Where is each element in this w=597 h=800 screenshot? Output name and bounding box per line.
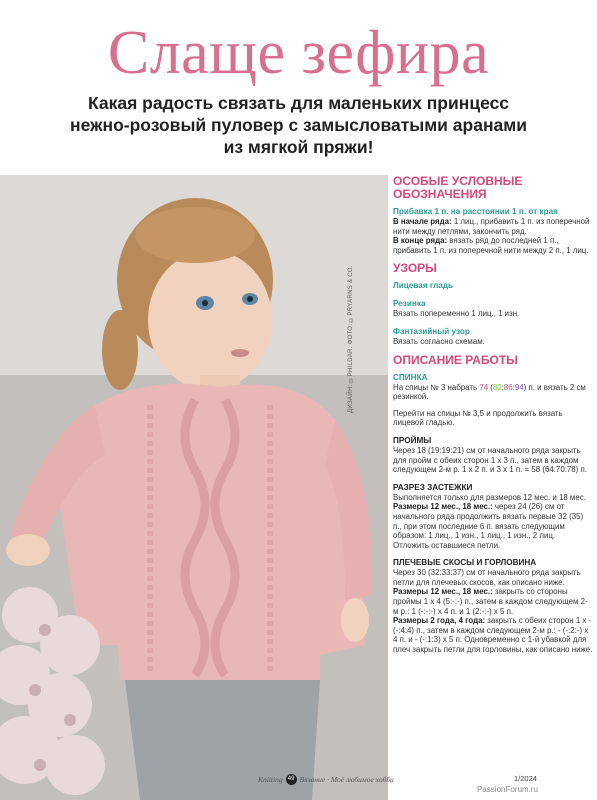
row-end-text xyxy=(393,236,593,255)
child-in-sweater-illustration xyxy=(0,175,388,800)
shoulders-text: Через 30 (32:33:37) см от начального ряда закрыть петли для плечевых скосов, как описано ниже. xyxy=(393,568,581,587)
heading-line: ОБОЗНАЧЕНИЯ xyxy=(393,187,487,201)
page-number: 49 xyxy=(286,774,297,785)
back-size-3: 86 xyxy=(503,382,513,392)
back-text: На спицы № 3 набрать 74 (80:86:94) п. и вязать 2 см резинкой. xyxy=(393,382,586,402)
work-description-heading: ОПИСАНИЕ РАБОТЫ xyxy=(393,352,518,367)
back-text-b: ) п. и вязать 2 см резинкой. xyxy=(393,382,586,402)
issue-number: 1/2024 xyxy=(514,774,537,783)
slit-label: Размеры 12 мес., 18 мес.: xyxy=(393,502,493,512)
shoulders-label-1: Размеры 12 мес., 18 мес.: xyxy=(393,587,493,597)
subtitle-line: Какая радость связать для маленьких принцесс xyxy=(87,93,510,113)
row-end-label: В конце ряда: xyxy=(393,236,448,246)
back-size-1: 74 xyxy=(479,382,489,392)
subtitle-line: нежно-розовый пуловер с замысловатыми аранами xyxy=(70,115,527,135)
pattern-rib-text: Вязать попеременно 1 лиц., 1 изн. xyxy=(393,309,520,319)
site-watermark: PassionForum.ru xyxy=(477,785,538,794)
pattern-fancy-title: Фантазийный узор xyxy=(393,326,470,336)
heading-line: ОСОБЫЕ УСЛОВНЫЕ xyxy=(393,175,523,188)
shoulders-body-1: закрыть со стороны проймы 1 х 4 (5:-:-) п., затем в каждом следующем 2-м р.: 1 (-:-:-) х 4 п. и 1 (2:-:-) х 5 п. xyxy=(393,587,588,616)
armholes-title: ПРОЙМЫ xyxy=(393,435,432,445)
special-notations-heading xyxy=(393,175,593,201)
row-start-body: 1 лиц., прибавить 1 п. из поперечной нити между петлями, закончить ряд. xyxy=(393,217,590,236)
row-start-label: В начале ряда: xyxy=(393,217,452,226)
back-text-continue: Перейти на спицы № 3,5 и продолжить вязать лицевой гладью. xyxy=(393,408,563,428)
instructions-column xyxy=(393,175,593,770)
shoulders-sizes-2 xyxy=(393,616,593,654)
back-text-a: На спицы № 3 набрать xyxy=(393,382,480,392)
shoulders-title: ПЛЕЧЕВЫЕ СКОСЫ И ГОРЛОВИНА xyxy=(393,558,537,568)
article-subtitle xyxy=(30,92,567,158)
article-title: Слаще зефира xyxy=(107,19,490,87)
slit-title: РАЗРЕЗ ЗАСТЕЖКИ xyxy=(393,482,473,492)
footer-magazine: Вязание · Моё любимое хобби xyxy=(299,774,394,784)
pattern-rib-title: Резинка xyxy=(393,299,426,309)
shoulders-label-2: Размеры 2 года, 4 года: xyxy=(393,616,486,626)
patterns-heading: УЗОРЫ xyxy=(393,261,437,276)
back-title: СПИНКА xyxy=(393,372,428,382)
subtitle-line: из мягкой пряжи! xyxy=(223,137,374,157)
footer-brand: Knitting xyxy=(258,774,283,784)
slit-text-1: Выполняется только для размеров 12 мес. и 18 мес. xyxy=(393,492,586,502)
back-size-4: 94 xyxy=(514,382,524,392)
pattern-fancy-text: Вязать согласно схемам. xyxy=(393,336,485,346)
slit-body: через 24 (26) см от начального ряда продолжить вязать первые 32 (35) п., при этом последние 6 п. вязать следующим образом: 1 лиц., 1 изн., 1 лиц., 1 изн., 2 лиц. Отложить оставшиеся петли. xyxy=(393,502,584,550)
row-start-text xyxy=(393,217,593,236)
shoulders-body-2: закрыть с обеих сторон 1 х - (-:4:4) п., затем в каждом следующем 2-м р.: - (-:2:-) х 4 п. и - (-:1:3) х 5 п. Одновременно с 1-й убавкой для плеч закрыть петли для горловины, как описано ниже. xyxy=(393,616,593,655)
increase-subheading: Прибавка 1 п. на расстоянии 1 п. от края xyxy=(393,207,558,216)
photo-credit: ДИЗАЙН: ©PHILDAR. ФОТО: ©PRYARNS & CO. xyxy=(348,265,354,413)
page-footer xyxy=(258,772,394,786)
slit-text-2 xyxy=(393,502,593,550)
row-end-body: вязать ряд до последней 1 п., прибавить 1 п. из поперечной нити между 2 п., 1 лиц. xyxy=(393,236,589,255)
back-size-2: 80 xyxy=(492,382,502,392)
armholes-text: Через 18 (19:19:21) см от начального ряда закрыть для пройм с обеих сторон 1 х 3 п., затем в каждом следующем 2-м р. 1 х 2 п. и 3 х 1 п. = 58 (64:70:78) п. xyxy=(393,445,587,475)
pattern-stockinette-title: Лицевая гладь xyxy=(393,281,454,291)
shoulders-sizes-1 xyxy=(393,587,593,616)
sweater-photo xyxy=(0,175,388,800)
